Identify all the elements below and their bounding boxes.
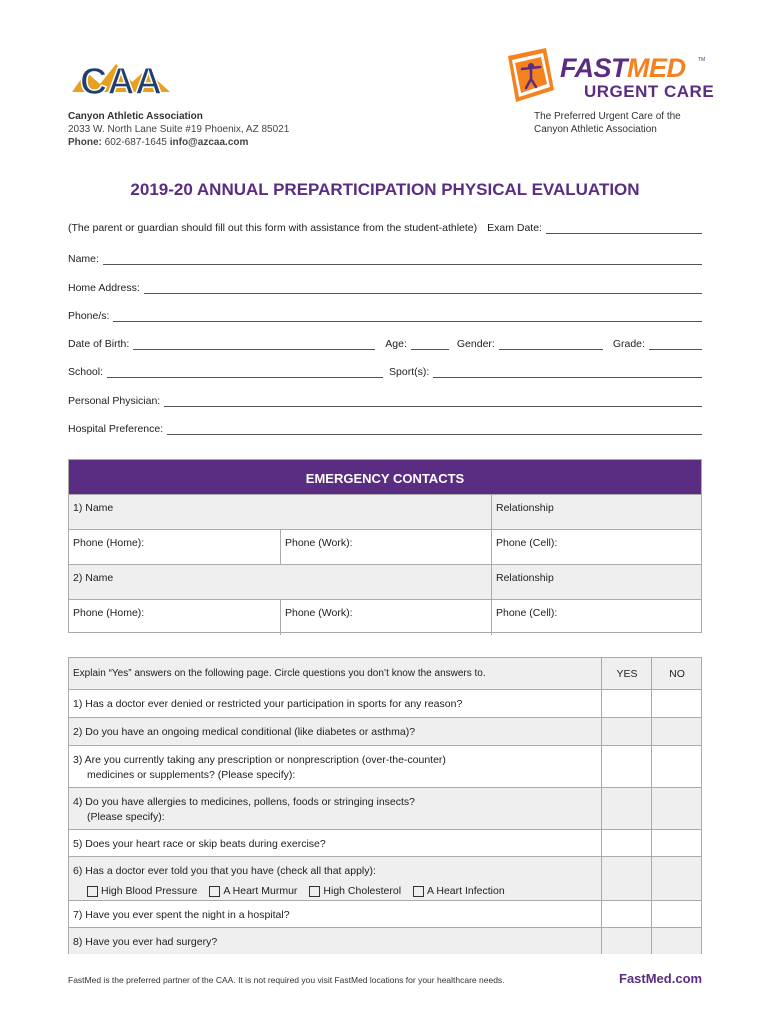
hospital-field[interactable]	[167, 424, 702, 435]
footer-link[interactable]: FastMed.com	[619, 971, 703, 986]
question-4-line-2: (Please specify):	[87, 811, 165, 823]
question-row-3	[69, 745, 701, 788]
org-name: Canyon Athletic Association	[68, 111, 203, 122]
grade-label: Grade:	[612, 338, 645, 350]
question-row-1	[69, 689, 701, 718]
address-row	[68, 280, 702, 294]
dob-label: Date of Birth:	[68, 338, 130, 350]
question-4-line-1: 4) Do you have allergies to medicines, pollens, foods or stringing insects?	[73, 796, 416, 808]
exam-date-label: Exam Date:	[487, 222, 542, 234]
checkbox-label: A Heart Infection	[427, 885, 505, 897]
school-field[interactable]	[107, 367, 383, 378]
page-title: 2019-20 ANNUAL PREPARTICIPATION PHYSICAL EVALUATION	[130, 180, 640, 199]
phone-row	[68, 308, 702, 322]
question-2-yes[interactable]	[601, 718, 652, 746]
hospital-label: Hospital Preference:	[68, 423, 164, 435]
checkbox-high-cholesterol[interactable]	[309, 885, 401, 897]
questions-header-row	[69, 658, 701, 689]
name-label: Name:	[68, 253, 99, 265]
question-4-no[interactable]	[651, 788, 702, 830]
physician-field[interactable]	[164, 396, 702, 407]
tagline-line-1: The Preferred Urgent Care of the	[534, 111, 681, 122]
question-row-4	[69, 787, 701, 830]
question-5-yes[interactable]	[601, 830, 652, 857]
question-7-yes[interactable]	[601, 901, 652, 928]
contact1-relationship-cell[interactable]: Relationship	[491, 495, 701, 530]
question-row-2	[69, 717, 701, 746]
question-row-7	[69, 900, 701, 928]
questions-instruction: Explain “Yes” answers on the following page. Circle questions you don’t know the answers to.	[73, 668, 486, 679]
checkbox-label: A Heart Murmur	[223, 885, 298, 897]
yes-column-header	[601, 658, 652, 689]
org-email: info@azcaa.com	[169, 137, 249, 148]
yes-label: YES	[616, 668, 638, 680]
question-3-text	[73, 753, 593, 783]
question-6-yes[interactable]	[601, 857, 652, 901]
contact2-name-cell[interactable]: 2) Name	[73, 572, 114, 584]
hospital-row	[68, 421, 702, 435]
contact2-phone-work[interactable]: Phone (Work):	[280, 600, 491, 635]
question-1-no[interactable]	[651, 690, 702, 718]
checkbox-icon	[209, 886, 220, 897]
caa-logo-text: CAA	[79, 61, 163, 103]
checkbox-icon	[309, 886, 320, 897]
checkbox-high-blood-pressure[interactable]	[87, 885, 197, 897]
contact2-phone-cell[interactable]: Phone (Cell):	[491, 600, 701, 635]
checkbox-label: High Cholesterol	[323, 885, 402, 897]
org-contact	[68, 136, 289, 149]
condition-checkboxes	[87, 885, 505, 897]
question-3-line-1: 3) Are you currently taking any prescription or nonprescription (over-the-counter)	[73, 754, 446, 766]
physician-row	[68, 393, 702, 407]
contact1-phone-cell[interactable]: Phone (Cell):	[491, 530, 701, 565]
sports-field[interactable]	[433, 367, 702, 378]
no-label: NO	[669, 668, 685, 680]
gender-field[interactable]	[499, 339, 603, 350]
contact1-phone-work[interactable]: Phone (Work):	[280, 530, 491, 565]
phone-label: Phone:	[68, 137, 102, 148]
fastmed-tagline	[534, 110, 681, 136]
sports-label: Sport(s):	[389, 366, 430, 378]
question-2-text: 2) Do you have an ongoing medical conditional (like diabetes or asthma)?	[73, 726, 416, 738]
question-7-text: 7) Have you ever spent the night in a hospital?	[73, 909, 290, 921]
question-1-yes[interactable]	[601, 690, 652, 718]
footer-note: FastMed is the preferred partner of the CAA. It is not required you visit FastMed locations for your healthcare needs.	[68, 975, 505, 985]
questions-table	[68, 657, 702, 954]
question-row-6	[69, 856, 701, 901]
question-8-yes[interactable]	[601, 928, 652, 954]
org-address: 2033 W. North Lane Suite #19 Phoenix, AZ 85021	[68, 124, 290, 135]
question-4-text	[73, 795, 593, 825]
phone-value: 602-687-1645	[104, 137, 167, 148]
dob-row	[68, 336, 702, 350]
name-field[interactable]	[103, 254, 702, 265]
school-label: School:	[68, 366, 104, 378]
physician-label: Personal Physician:	[68, 395, 161, 407]
tagline-line-2: Canyon Athletic Association	[534, 124, 657, 135]
org-info	[68, 110, 289, 149]
gender-label: Gender:	[456, 338, 495, 350]
contact1-name-row	[69, 494, 701, 530]
checkbox-icon	[413, 886, 424, 897]
no-column-header	[651, 658, 702, 689]
question-8-text: 8) Have you ever had surgery?	[73, 936, 218, 948]
emergency-heading: EMERGENCY CONTACTS	[69, 460, 701, 494]
fastmed-logo-mark	[502, 46, 558, 106]
question-3-line-2: medicines or supplements? (Please specify):	[87, 769, 296, 781]
address-label: Home Address:	[68, 282, 140, 294]
address-field[interactable]	[144, 283, 702, 294]
caa-logo	[66, 52, 176, 104]
question-2-no[interactable]	[651, 718, 702, 746]
grade-field[interactable]	[649, 339, 702, 350]
fastmed-fast: FAST	[560, 53, 628, 83]
checkbox-heart-infection[interactable]	[413, 885, 505, 897]
question-4-yes[interactable]	[601, 788, 652, 830]
fastmed-tm: TM	[698, 57, 706, 63]
age-field[interactable]	[411, 339, 449, 350]
fastmed-med: MED	[627, 53, 686, 83]
contact2-relationship-cell[interactable]: Relationship	[491, 565, 701, 600]
emergency-contacts-table	[68, 459, 702, 633]
question-5-no[interactable]	[651, 830, 702, 857]
question-8-no[interactable]	[651, 928, 702, 954]
checkbox-heart-murmur[interactable]	[209, 885, 297, 897]
contact1-name-cell[interactable]: 1) Name	[73, 502, 114, 514]
question-row-8	[69, 927, 701, 954]
checkbox-label: High Blood Pressure	[101, 885, 198, 897]
question-7-no[interactable]	[651, 901, 702, 928]
question-row-5	[69, 829, 701, 857]
instruction-row	[68, 220, 702, 234]
question-6-no[interactable]	[651, 857, 702, 901]
question-3-no[interactable]	[651, 746, 702, 788]
instruction-text: (The parent or guardian should fill out this form with assistance from the student-athlete)	[68, 222, 478, 234]
question-5-text: 5) Does your heart race or skip beats during exercise?	[73, 838, 326, 850]
phones-label: Phone/s:	[68, 310, 110, 322]
exam-date-field[interactable]	[546, 223, 702, 234]
checkbox-icon	[87, 886, 98, 897]
question-6-text: 6) Has a doctor ever told you that you have (check all that apply):	[73, 865, 376, 877]
question-1-text: 1) Has a doctor ever denied or restricted your participation in sports for any reason?	[73, 698, 463, 710]
age-label: Age:	[385, 338, 407, 350]
contact2-phone-row	[69, 599, 701, 635]
contact1-phone-home[interactable]: Phone (Home):	[73, 537, 145, 549]
name-row	[68, 251, 702, 265]
fastmed-brand	[560, 54, 686, 82]
fastmed-urgent-care: URGENT CARE	[584, 82, 715, 101]
school-row	[68, 364, 702, 378]
contact2-phone-home[interactable]: Phone (Home):	[73, 607, 145, 619]
question-3-yes[interactable]	[601, 746, 652, 788]
phones-field[interactable]	[113, 311, 702, 322]
contact1-phone-row	[69, 529, 701, 565]
contact2-name-row	[69, 564, 701, 600]
dob-field[interactable]	[133, 339, 375, 350]
